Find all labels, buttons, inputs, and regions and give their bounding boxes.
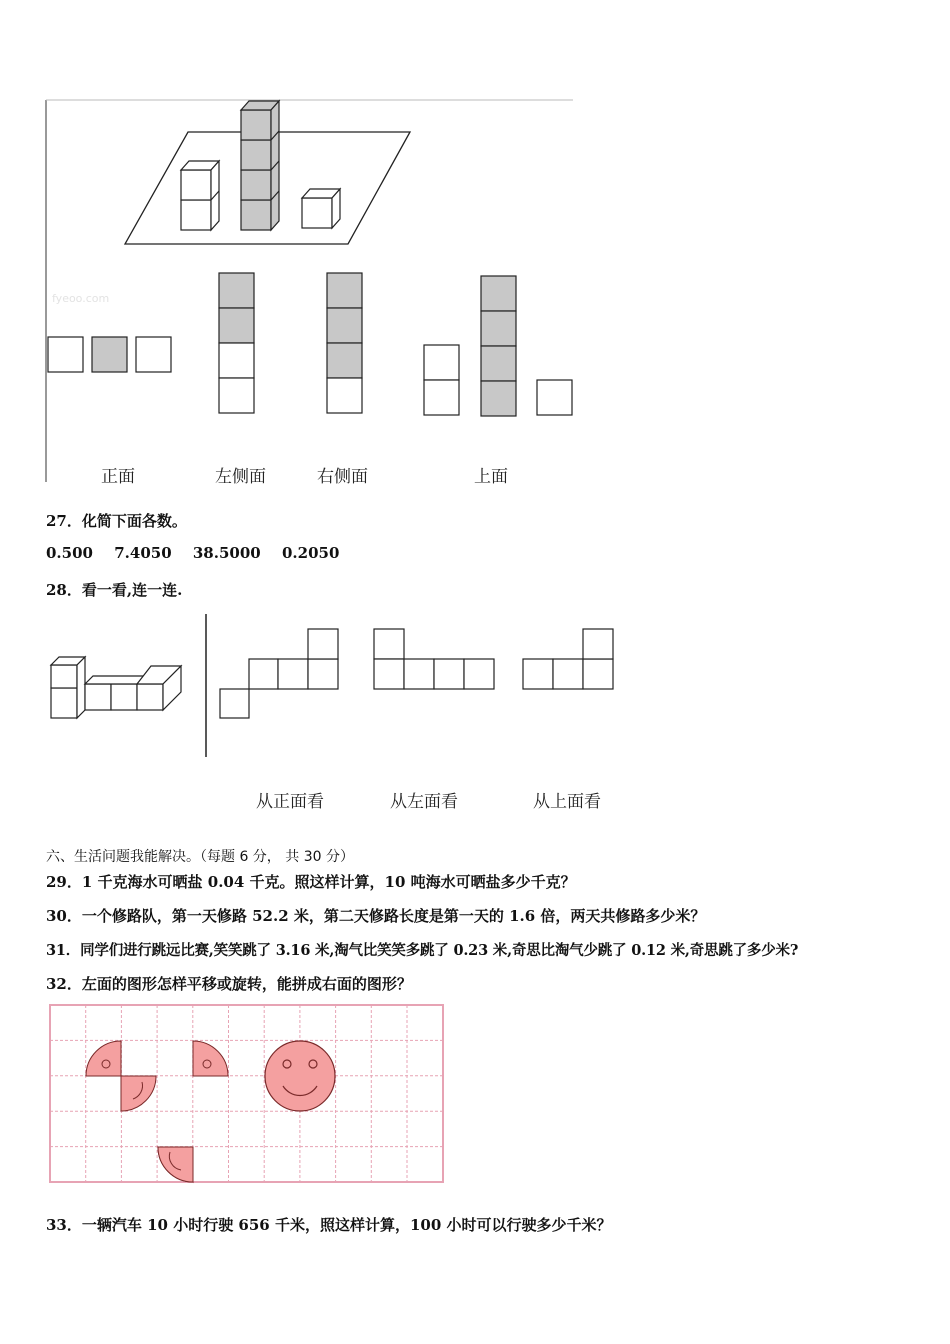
question-number: 28． bbox=[46, 581, 82, 599]
question-text: 同学们进行跳远比赛,笑笑跳了 3.16 米,淘气比笑笑多跳了 0.23 米,奇思比淘气少跳了 0.12 米,奇思跳了多少米? bbox=[80, 942, 799, 959]
question-number: 27． bbox=[46, 512, 82, 530]
question-number: 32． bbox=[46, 975, 82, 993]
label-view-left: 从左面看 bbox=[390, 792, 458, 812]
label-view-front: 从正面看 bbox=[256, 792, 324, 812]
value-item: 0.2050 bbox=[281, 544, 340, 562]
smiley-face bbox=[265, 1041, 335, 1111]
label-view-top: 从上面看 bbox=[533, 792, 601, 812]
question-text: 1 千克海水可晒盐 0.04 千克。照这样计算，10 吨海水可晒盐多少千克？ bbox=[81, 873, 576, 891]
question-text: 一辆汽车 10 小时行驶 656 千米，照这样计算，100 小时可以行驶多少千米？ bbox=[81, 1216, 612, 1234]
label-front: 正面 bbox=[101, 467, 135, 487]
question-text: 左面的图形怎样平移或旋转，能拼成右面的图形？ bbox=[81, 975, 412, 993]
label-top: 上面 bbox=[474, 467, 508, 487]
question-number: 33． bbox=[46, 1216, 82, 1234]
label-left-side: 左侧面 bbox=[215, 467, 266, 487]
value-item: 38.5000 bbox=[192, 544, 261, 562]
question-number: 31． bbox=[46, 942, 81, 959]
question-33 bbox=[46, 1214, 612, 1235]
section-6-title: 六、生活问题我能解决。（每题 6 分， 共 30 分） bbox=[46, 849, 354, 865]
watermark: fyeoo.com bbox=[52, 292, 110, 305]
value-item: 7.4050 bbox=[114, 544, 172, 562]
question-number: 30． bbox=[46, 907, 82, 925]
question-text: 看一看,连一连. bbox=[81, 581, 183, 599]
question-text: 一个修路队，第一天修路 52.2 米，第二天修路长度是第一天的 1.6 倍，两天共修路多少米？ bbox=[81, 907, 706, 925]
question-number: 29． bbox=[46, 873, 82, 891]
value-item: 0.500 bbox=[46, 544, 93, 562]
label-right-side: 右侧面 bbox=[317, 467, 368, 487]
question-text: 化简下面各数。 bbox=[81, 512, 187, 530]
